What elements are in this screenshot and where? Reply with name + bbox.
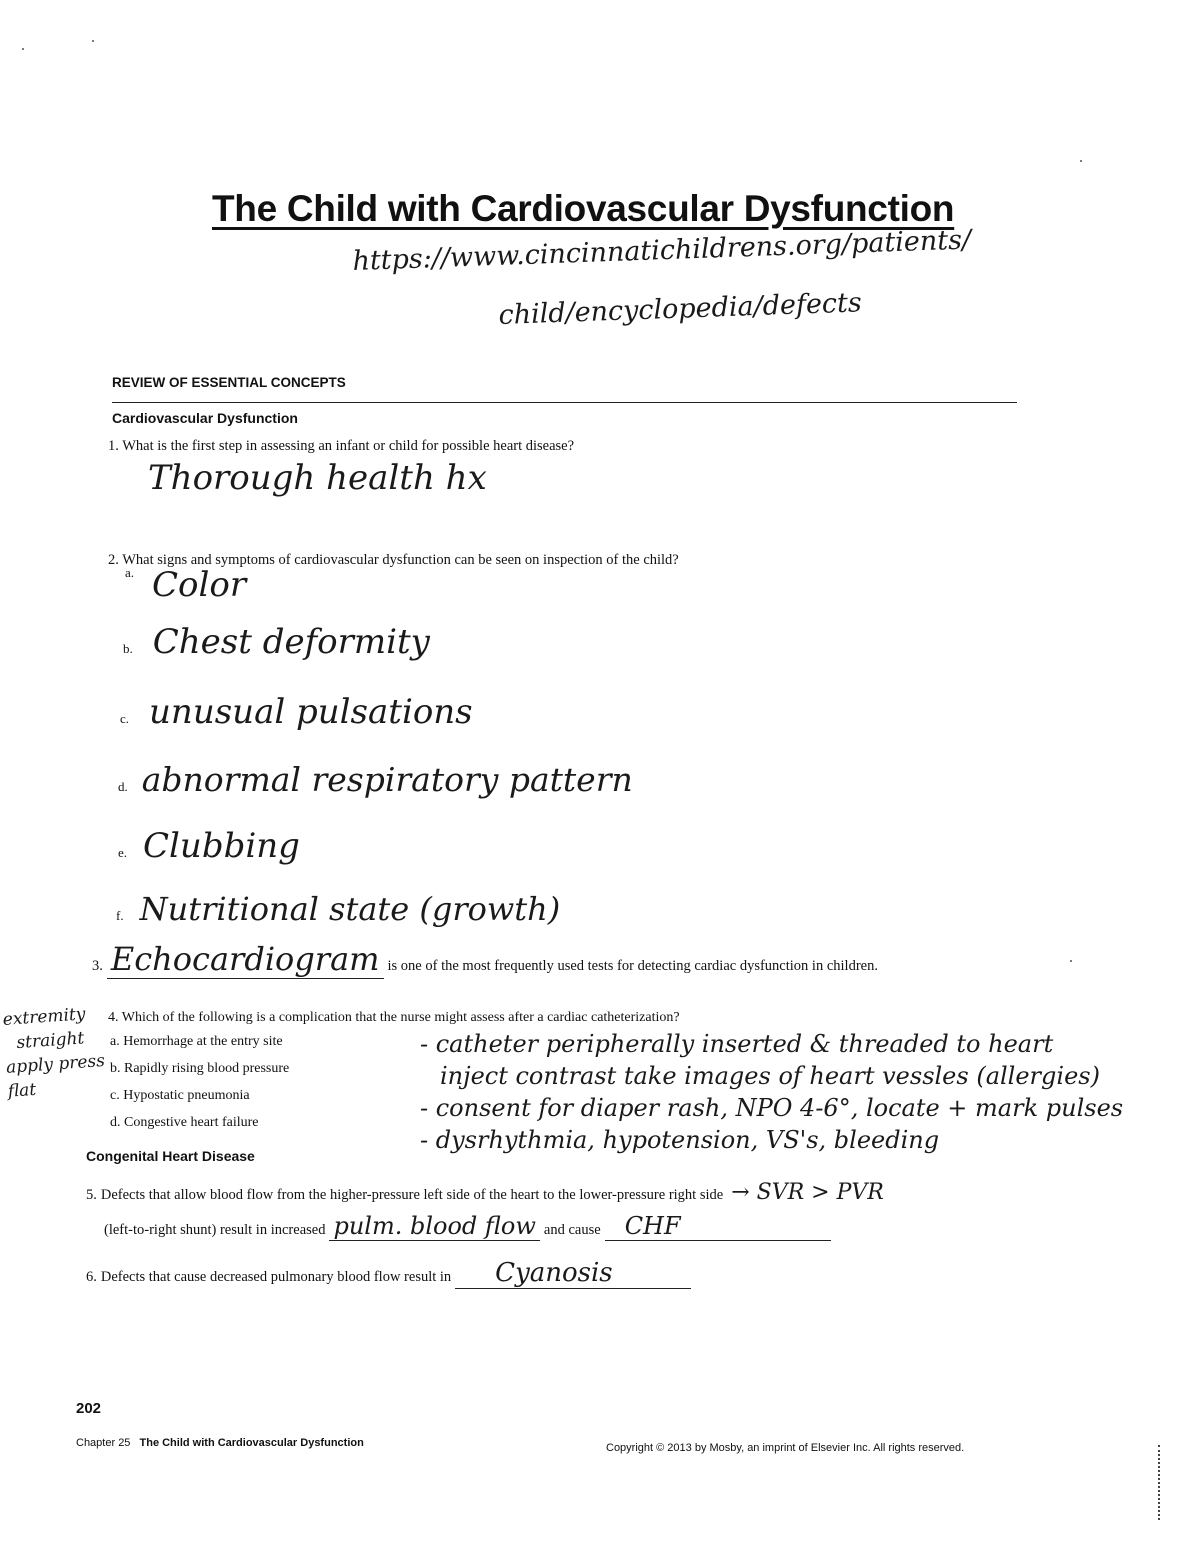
option: c. Hypostatic pneumonia (110, 1088, 250, 1103)
question-number: 1. (108, 438, 119, 454)
question-text: Defects that allow blood flow from the higher-pressure left side of the heart to the lower-pressure right side (100, 1187, 724, 1203)
item-answer: Chest deformity (152, 622, 430, 662)
answer-5a: pulm. blood flow (329, 1212, 539, 1241)
question-text: What is the first step in assessing an infant or child for possible heart disease? (122, 438, 575, 454)
catheter-note-line: - dysrhythmia, hypotension, VS's, bleeding (420, 1126, 940, 1154)
question-number: 5. (86, 1187, 97, 1203)
list-item (118, 826, 300, 866)
item-answer: unusual pulsations (149, 692, 473, 732)
item-answer: Color (152, 565, 247, 605)
page-number: 202 (76, 1400, 102, 1417)
scan-edge-mark (1158, 1445, 1160, 1520)
subsection-congenital-heart-disease: Congenital Heart Disease (86, 1148, 255, 1164)
list-item (125, 565, 246, 605)
list-item (123, 622, 430, 662)
margin-note (2, 1001, 107, 1104)
question-text: (left-to-right shunt) result in increased (104, 1222, 326, 1238)
list-item (118, 760, 633, 799)
item-label: a. (125, 565, 135, 580)
arrow-note: → SVR > PVR (731, 1180, 884, 1205)
margin-note-line: flat (7, 1079, 37, 1102)
answer-6: Cyanosis (455, 1258, 690, 1289)
question-number: 3. (92, 958, 103, 974)
item-label: d. (118, 779, 128, 794)
scan-speck (1080, 160, 1082, 162)
question-number: 4. (108, 1010, 119, 1025)
question-4 (108, 1010, 680, 1026)
list-item (116, 890, 560, 928)
list-item (120, 692, 473, 732)
question-3 (92, 940, 878, 979)
page-title: The Child with Cardiovascular Dysfunction (212, 188, 955, 229)
question-6 (86, 1258, 691, 1289)
section-rule (112, 402, 1017, 403)
item-label: c. (120, 711, 130, 726)
question-text: What signs and symptoms of cardiovascular dysfunction can be seen on inspection of the child? (122, 552, 679, 568)
copyright: Copyright © 2013 by Mosby, an imprint of Elsevier Inc. All rights reserved. (606, 1442, 965, 1454)
catheter-note-line: inject contrast take images of heart vessles (allergies) (440, 1062, 1100, 1090)
margin-note-line: extremity (2, 1004, 87, 1030)
question-text: and cause (543, 1222, 601, 1238)
chapter-footer (76, 1437, 364, 1449)
scan-speck (92, 40, 94, 42)
question-number: 2. (108, 552, 119, 568)
question-text: Defects that cause decreased pulmonary blood flow result in (100, 1269, 452, 1285)
chapter-label: Chapter 25 (76, 1437, 131, 1449)
margin-note-line: straight (15, 1028, 85, 1054)
subsection-cardiovascular-dysfunction: Cardiovascular Dysfunction (112, 410, 298, 426)
question-number: 6. (86, 1269, 97, 1285)
answer-3: Echocardiogram (107, 940, 384, 979)
question-text: Which of the following is a complication that the nurse might assess after a cardiac catheterization? (121, 1010, 680, 1025)
chapter-title: The Child with Cardiovascular Dysfunction (139, 1437, 364, 1449)
option-list (110, 1028, 289, 1136)
item-answer: Nutritional state (growth) (139, 890, 561, 928)
option: b. Rapidly rising blood pressure (110, 1061, 290, 1076)
item-answer: abnormal respiratory pattern (141, 760, 633, 799)
margin-note-line: apply press (5, 1050, 106, 1078)
handwritten-url-line2: child/encyclopedia/defects (498, 287, 863, 331)
item-label: f. (116, 908, 124, 923)
question-5 (86, 1180, 884, 1205)
scan-speck (22, 48, 24, 50)
scan-speck (1070, 960, 1072, 962)
item-label: b. (123, 641, 133, 656)
answer-5b: CHF (605, 1212, 831, 1241)
item-answer: Clubbing (143, 826, 300, 866)
question-text: is one of the most frequently used tests for detecting cardiac dysfunction in children. (387, 958, 878, 974)
answer-1: Thorough health hx (148, 458, 487, 498)
question-5-line2 (104, 1212, 831, 1241)
handwritten-url-line1: https://www.cincinnatichildrens.org/patients/ (352, 224, 972, 277)
option: d. Congestive heart failure (110, 1115, 259, 1130)
item-label: e. (118, 845, 128, 860)
catheter-note-line: - catheter peripherally inserted & threaded to heart (420, 1030, 1054, 1058)
section-review-heading: REVIEW OF ESSENTIAL CONCEPTS (112, 375, 346, 390)
question-1 (108, 438, 574, 455)
option: a. Hemorrhage at the entry site (110, 1034, 283, 1049)
catheter-note-line: - consent for diaper rash, NPO 4-6°, locate + mark pulses (420, 1094, 1124, 1122)
